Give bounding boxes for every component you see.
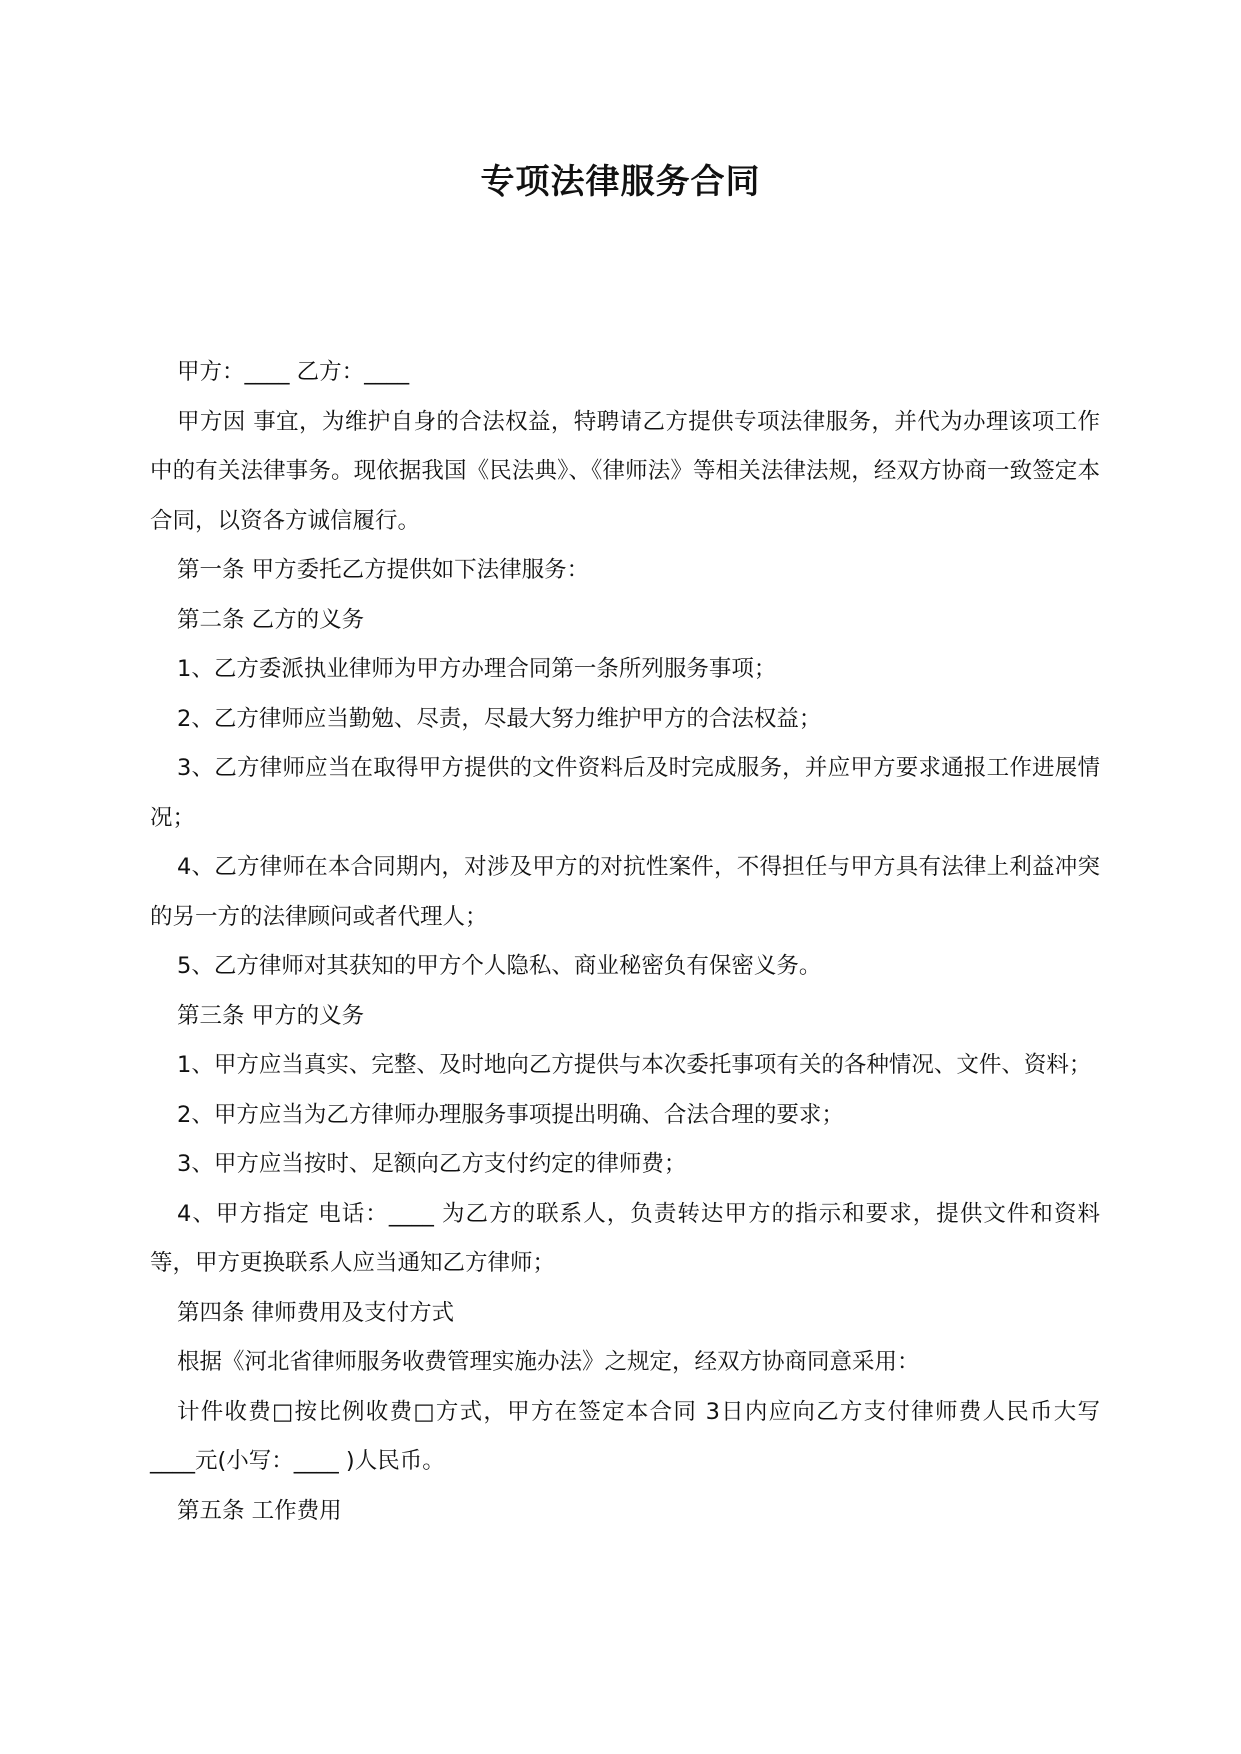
article-2-item-1: 1、乙方委派执业律师为甲方办理合同第一条所列服务事项； bbox=[177, 656, 777, 682]
article-2-item-3: 3、乙方律师应当在取得甲方提供的文件资料后及时完成服务，并应甲方要求通报工作进展情况； bbox=[150, 755, 1100, 831]
article-4-basis: 根据《河北省律师服务收费管理实施办法》之规定，经双方协商同意采用： bbox=[177, 1349, 920, 1375]
article-3-heading: 第三条 甲方的义务 bbox=[177, 1002, 365, 1029]
document-body bbox=[150, 348, 1100, 1536]
article-2-item-2: 2、乙方律师应当勤勉、尽责，尽最大努力维护甲方的合法权益； bbox=[177, 705, 822, 732]
article-4-fee-method: 计件收费□按比例收费□方式，甲方在签定本合同 3日内应向乙方支付律师费人民币大写 ____元(小写：____ )人民币。 bbox=[150, 1398, 1100, 1474]
article-3-item-3: 3、甲方应当按时、足额向乙方支付约定的律师费； bbox=[177, 1151, 687, 1177]
article-2-heading: 第二条 乙方的义务 bbox=[177, 606, 365, 633]
article-1-heading: 第一条 甲方委托乙方提供如下法律服务： bbox=[177, 557, 590, 583]
article-2-item-4: 4、乙方律师在本合同期内，对涉及甲方的对抗性案件，不得担任与甲方具有法律上利益冲突的另一方的法律顾问或者代理人； bbox=[150, 854, 1100, 930]
article-5-heading: 第五条 工作费用 bbox=[177, 1497, 342, 1524]
article-2-item-5: 5、乙方律师对其获知的甲方个人隐私、商业秘密负有保密义务。 bbox=[177, 953, 822, 979]
document-title: 专项法律服务合同 bbox=[480, 162, 761, 202]
article-3-item-4: 4、甲方指定 电话：____ 为乙方的联系人，负责转达甲方的指示和要求，提供文件和资料等，甲方更换联系人应当通知乙方律师； bbox=[150, 1200, 1100, 1276]
article-4-heading: 第四条 律师费用及支付方式 bbox=[177, 1299, 455, 1326]
preamble-paragraph: 甲方因 事宜，为维护自身的合法权益，特聘请乙方提供专项法律服务，并代为办理该项工作中的有关法律事务。现依据我国《民法典》、《律师法》等相关法律法规，经双方协商一致签定本合同，以资各方诚信履行。 bbox=[150, 408, 1100, 534]
article-3-item-1: 1、甲方应当真实、完整、及时地向乙方提供与本次委托事项有关的各种情况、文件、资料； bbox=[177, 1052, 1092, 1078]
parties-line: 甲方：____ 乙方：____ bbox=[177, 359, 410, 385]
article-3-item-2: 2、甲方应当为乙方律师办理服务事项提出明确、合法合理的要求； bbox=[177, 1101, 844, 1128]
